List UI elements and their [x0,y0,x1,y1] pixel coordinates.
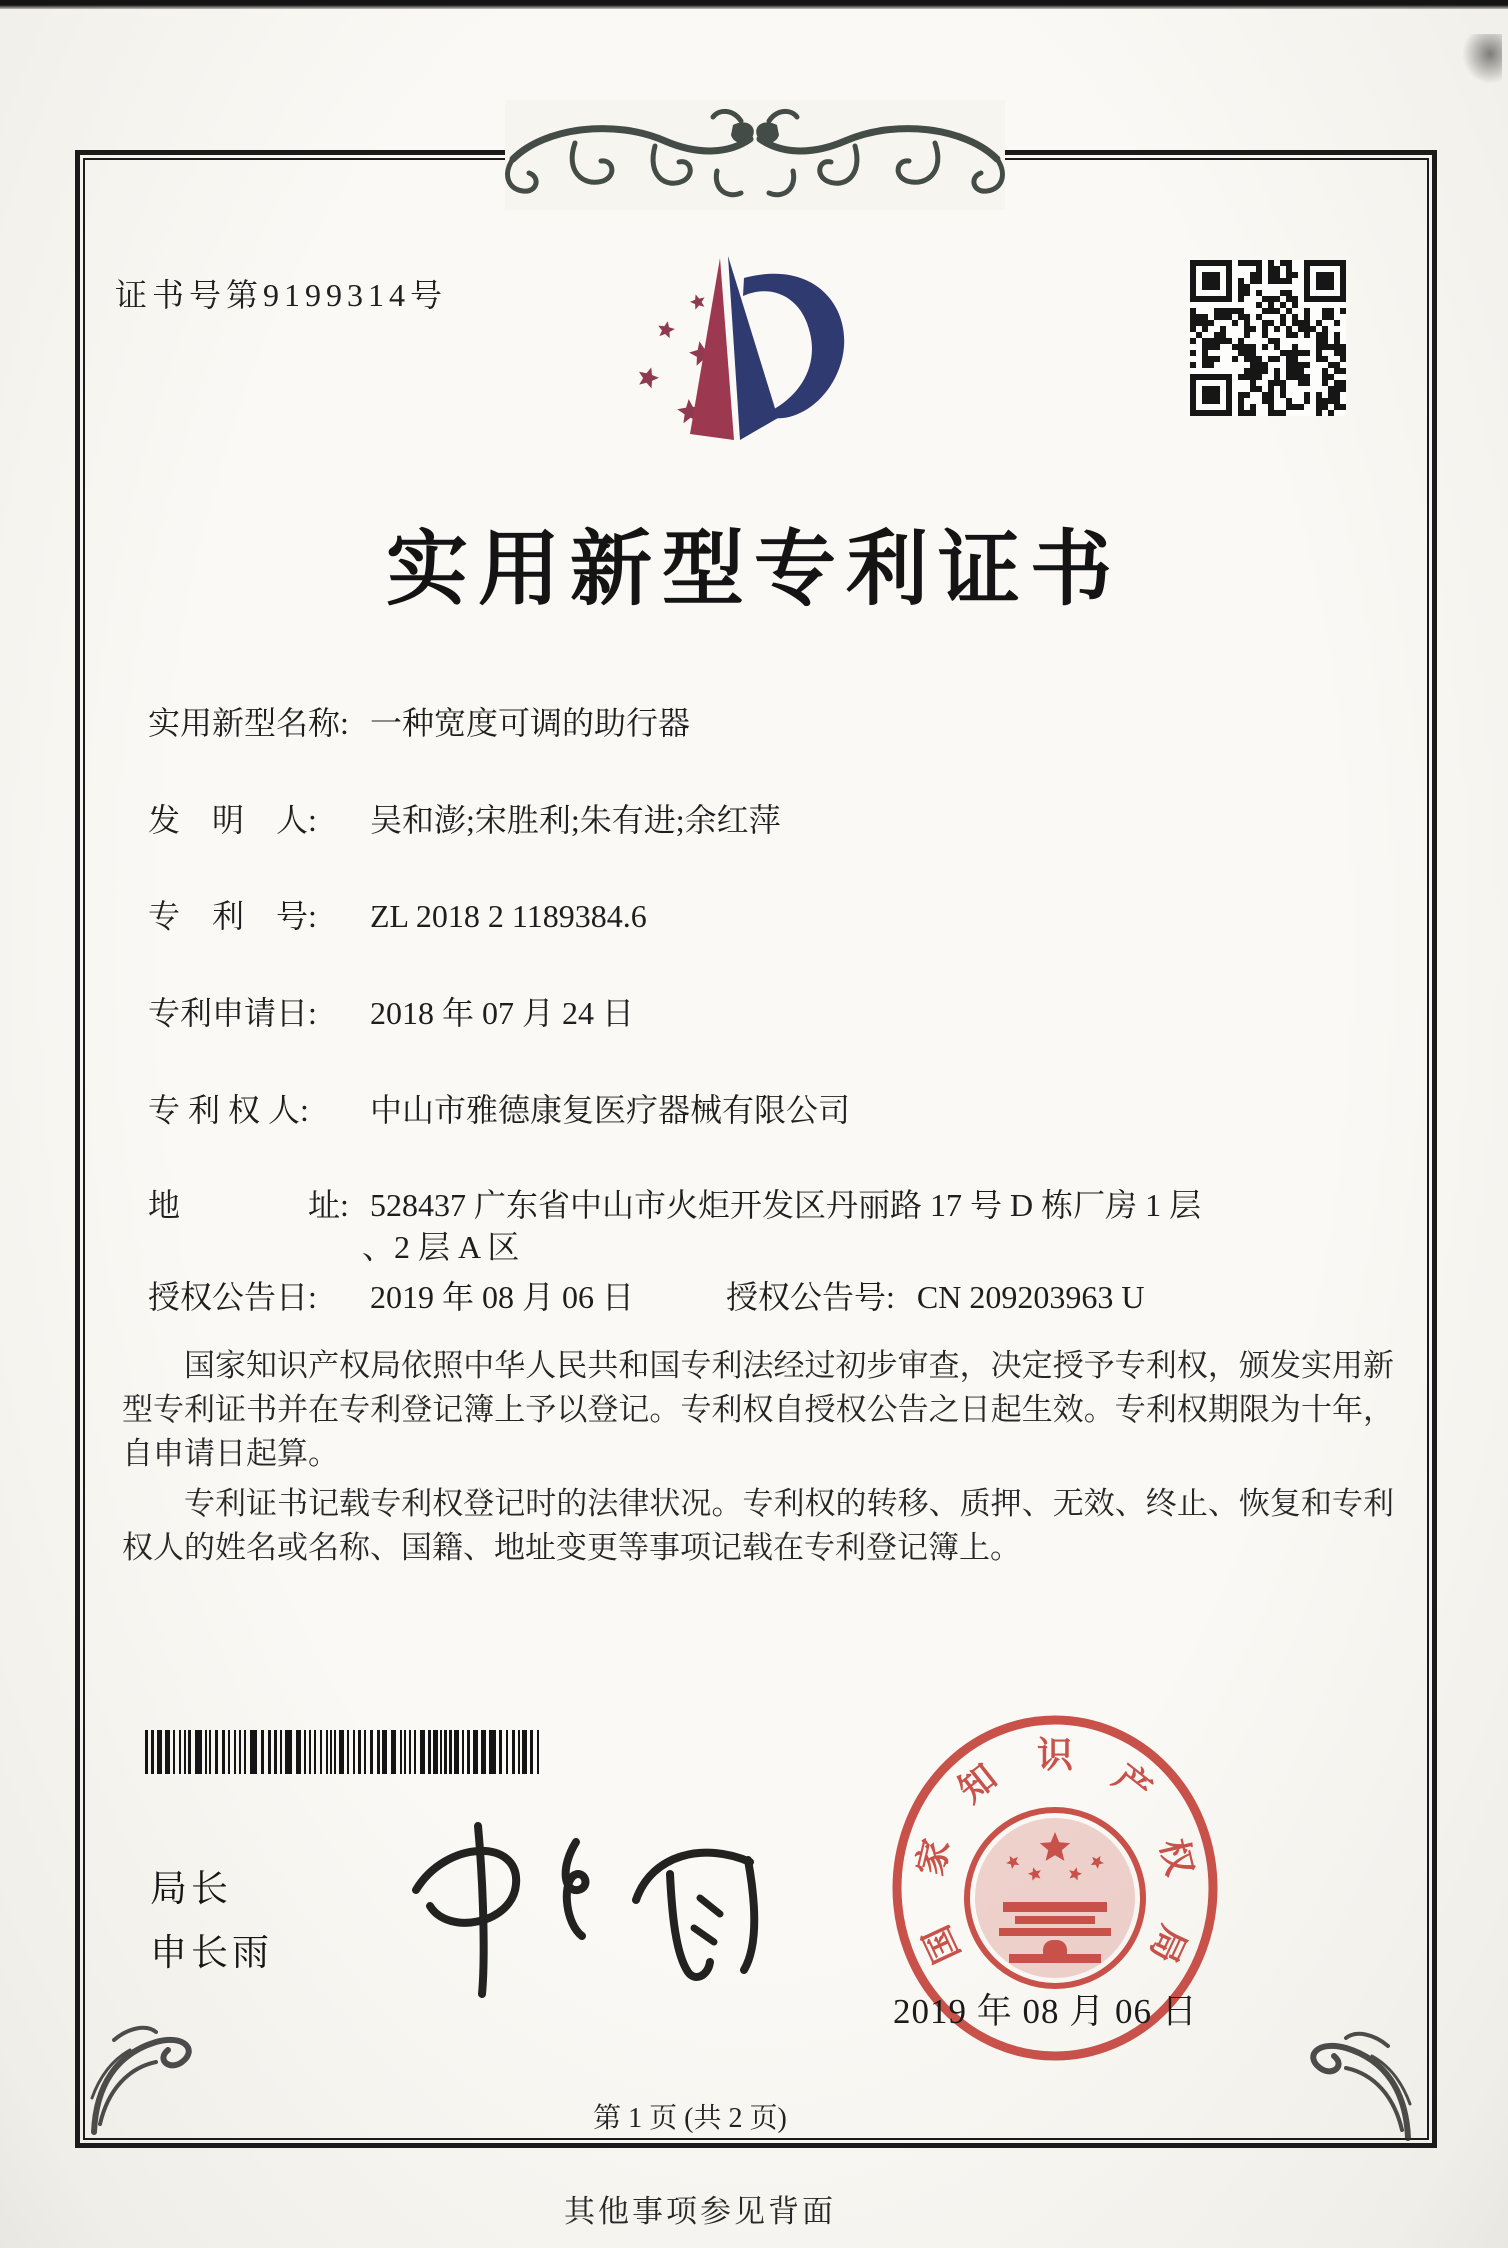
scan-edge-top [0,0,1508,9]
field-row-patentee [148,1085,850,1131]
grant-date-value: 2019 年 08 月 06 日 [370,1279,635,1315]
filing-date-label: 专利申请日: [148,995,317,1031]
national-emblem [967,1810,1143,1986]
patentee-value: 中山市雅德康复医疗器械有限公司 [370,1092,851,1128]
director-title: 局长 [150,1868,232,1909]
field-row-grant-no [726,1272,1144,1318]
address-value-line1: 528437 广东省中山市火炬开发区丹丽路 17 号 D 栋厂房 1 层 [370,1187,1202,1223]
patentee-label: 专 利 权 人: [148,1092,309,1128]
certificate-title: 实用新型专利证书 [385,524,1122,615]
field-row-inventor [148,795,781,841]
name-value: 一种宽度可调的助行器 [370,705,691,741]
scan-smudge [1462,34,1502,84]
grant-no-value: CN 209203963 U [916,1279,1145,1315]
svg-text:识: 识 [1036,1734,1074,1775]
inventor-label: 发 明 人: [148,802,317,838]
address-label: 地 址: [148,1187,349,1223]
dragon-ornament [505,100,1005,210]
svg-text:权: 权 [1152,1835,1200,1880]
director-name: 申长雨 [150,1932,273,1973]
address-value-line2: 、2 层 A 区 [362,1229,520,1265]
field-row-address [148,1180,1201,1226]
field-row-name [148,698,690,744]
director-signature [398,1812,768,2002]
corner-flourish-bottom-right [1292,2020,1416,2144]
svg-text:知: 知 [951,1756,1005,1811]
name-label: 实用新型名称: [148,705,349,741]
svg-text:产: 产 [1105,1756,1159,1811]
filing-date-value: 2018 年 07 月 24 日 [370,995,635,1031]
back-note: 其他事项参见背面 [564,2194,836,2229]
qr-code [1190,260,1346,416]
logo-left-triangle [690,258,734,440]
svg-text:家: 家 [910,1835,958,1880]
legal-paragraph-2: 专利证书记载专利权登记时的法律状况。专利权的转移、质押、无效、终止、恢复和专利权人的姓名或名称、国籍、地址变更等事项记载在专利登记簿上。 [122,1486,1394,1565]
corner-flourish-bottom-left [86,2014,210,2138]
barcode [145,1730,547,1774]
legal-paragraph-1: 国家知识产权局依照中华人民共和国专利法经过初步审查，决定授予专利权，颁发实用新型专利证书并在专利登记簿上予以登记。专利权自授权公告之日起生效。专利权期限为十年，自申请日起算。 [122,1348,1394,1471]
patent-no-value: ZL 2018 2 1189384.6 [370,898,647,934]
field-row-patent-no [148,891,647,937]
certificate-number: 证书号第9199314号 [115,277,448,313]
grant-date-label: 授权公告日: [148,1279,317,1315]
seal-date: 2019 年 08 月 06 日 [893,1992,1198,2031]
page-number: 第 1 页 (共 2 页) [593,2103,787,2134]
patent-no-label: 专 利 号: [148,898,317,934]
inventor-value: 吴和澎;宋胜利;朱有进;余红萍 [370,802,781,838]
field-row-grant [148,1272,634,1318]
legal-text [122,1344,1394,1576]
grant-no-label: 授权公告号: [726,1279,895,1315]
cnipa-logo [612,250,868,452]
field-row-filing-date [148,988,634,1034]
svg-text:国: 国 [916,1919,968,1970]
svg-text:局: 局 [1142,1919,1194,1970]
dragon-ornament-svg [505,101,1005,209]
